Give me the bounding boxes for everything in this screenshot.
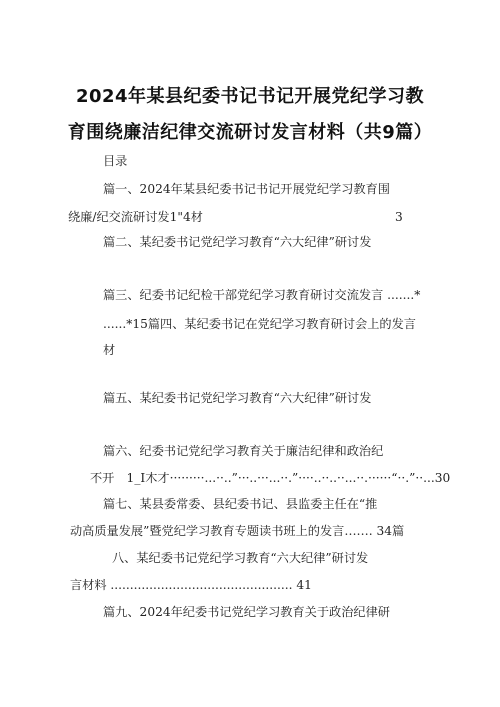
toc-entry-8-line-2: 言材料 ............................................... 41 xyxy=(70,578,312,592)
toc-entry-3-line-1: 篇三、纪委书记纪检干部党纪学习教育研讨交流发言 .......* xyxy=(103,288,421,302)
toc-entry-5-line-1: 篇五、某纪委书记党纪学习教育“六大纪律”研讨发 xyxy=(103,391,372,405)
toc-entry-3-line-2: ......*15篇四、某纪委书记在党纪学习教育研讨会上的发言 xyxy=(103,317,416,331)
toc-entry-3-line-3: 材 xyxy=(103,343,116,357)
toc-entry-7-line-1: 篇七、某县委常委、县纪委书记、县监委主任在“推 xyxy=(103,497,378,511)
document-title-line-1: 2024年某县纪委书记书记开展党纪学习教 xyxy=(75,86,425,107)
toc-entry-1-page: 3 xyxy=(395,210,403,224)
document-title-line-2: 育围绕廉洁纪律交流研讨发言材料（共9篇） xyxy=(67,122,433,143)
toc-heading: 目录 xyxy=(103,154,128,168)
toc-entry-1-line-1: 篇一、2024年某县纪委书记书记开展党纪学习教育围 xyxy=(103,182,390,196)
toc-entry-7-line-2: 动高质量发展”暨党纪学习教育专题读书班上的发言……. 34篇 xyxy=(70,524,405,538)
toc-entry-8-line-1: 八、某纪委书记党纪学习教育“六大纪律”研讨发 xyxy=(112,551,369,565)
toc-entry-9-line-1: 篇九、2024年纪委书记党纪学习教育关于政治纪律研 xyxy=(103,605,390,619)
toc-entry-6-line-2: 不开 1_I木才·········...··..”···..···...··.”····..··..··...··.······“··.”··...30 xyxy=(90,471,451,485)
toc-entry-1-line-2: 绕廉/纪交流研讨发1"4材 xyxy=(68,210,203,224)
toc-entry-6-line-1: 篇六、纪委书记党纪学习教育关于廉洁纪律和政治纪 xyxy=(103,444,384,458)
toc-entry-2-line-1: 篇二、某纪委书记党纪学习教育“六大纪律”研讨发 xyxy=(103,235,372,249)
